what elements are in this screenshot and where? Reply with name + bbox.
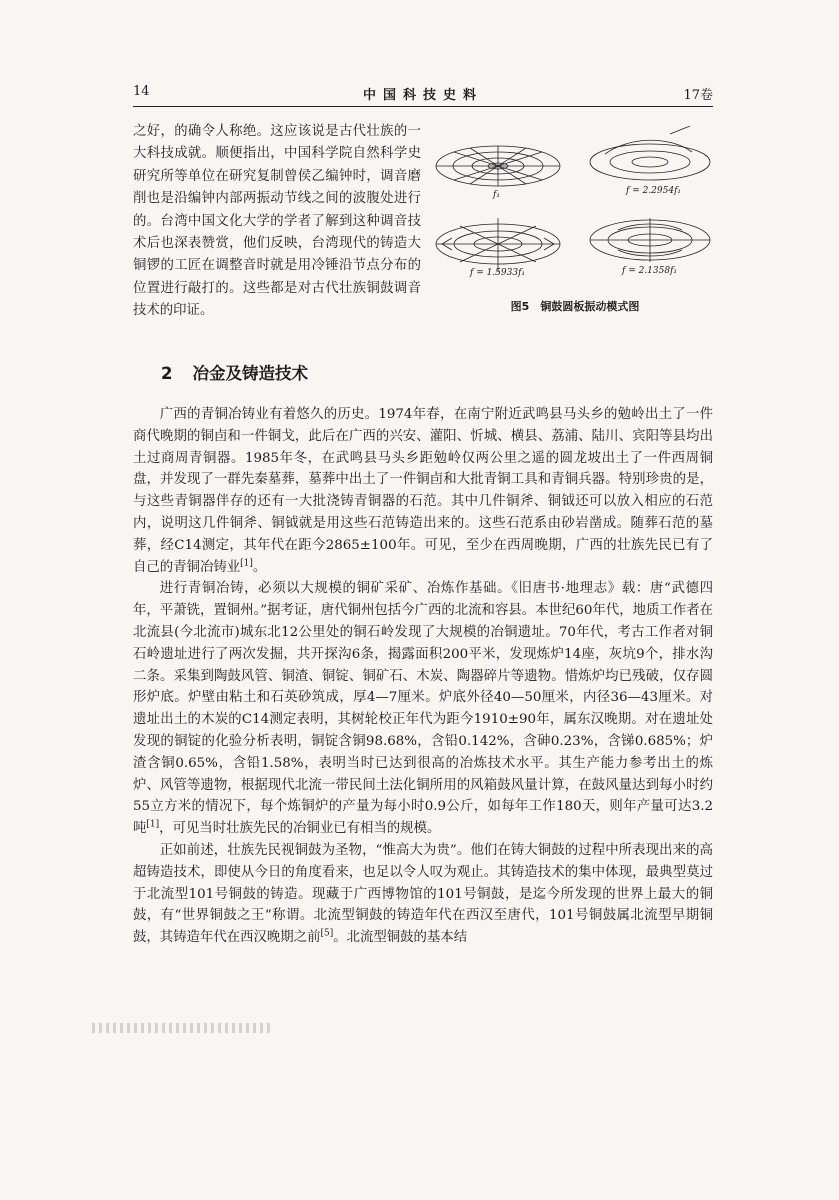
mode-label-4: f = 2.1358f₁ [622,266,678,276]
plate-mode-3 [436,218,560,272]
mode-label-3: f = 1.5933f₁ [470,268,526,278]
intro-paragraph: 之好，的确令人称绝。这应该说是古代壮族的一大科技成就。顺便指出，中国科学院自然科学史研究所等单位在研究复制曾侯乙编钟时，调音磨削也是沿编钟内部两振动节线之间的波腹处进行的。台湾中国文化大学的学者了解到这种调音技术后也深表赞赏，他们反映，台湾现代的铸造大铜锣的工匠在调整音时就是用冷锤沿节点分布的位置进行敲打的。这些都是对古代壮族铜鼓调音技术的印证。 [133,124,421,319]
mode-label-1: f₁ [493,190,500,200]
plate-mode-2 [590,126,710,180]
scan-artifact [92,1023,272,1033]
paragraph-2: 进行青铜冶铸，必须以大规模的铜矿采矿、冶炼作基础。《旧唐书·地理志》载：唐“武德四年，平萧铣，置铜州。”据考证，唐代铜州包括今广西的北流和容县。本世纪60年代，地质工作者在北流县(今北流市)城东北12公里处的铜石岭发现了大规模的冶铜遗址。70年代，考古工作者对铜石岭遗址进行了两次发掘，共开探沟6条，揭露面积200平米，发现炼炉14座，灰坑9个，排水沟二条。采集到陶鼓风管、铜渣、铜锭、铜矿石、木炭、陶器碎片等遗物。惜炼炉均已残破，仅存圆形炉底。炉壁由粘土和石英砂筑成，厚4—7厘米。炉底外径40—50厘米，内径36—43厘米。对遗址出土的木炭的C14测定表明，其树轮校正年代为距今1910±90年，属东汉晚期。对在遗址处发现的铜锭的化验分析表明，铜锭含铜98.68%，含铅0.142%，含砷0.23%，含锑0.685%；炉渣含铜0.65%，含铅1.58%，表明当时已达到很高的冶炼技术水平。其生产能力参考出土的炼炉、风管等遗物，根据现代北流一带民间土法化铜所用的风箱鼓风量计算，在鼓风量达到每小时约55立方米的情况下，每个炼铜炉的产量为每小时0.9公斤，如每年工作180天，则年产量可达3.2吨[1]，可见当时壮族先民的冶铜业已有相当的规模。 [133,581,713,837]
header-rule [133,106,713,107]
mode-label-2: f = 2.2954f₁ [626,186,682,196]
citation: [1] [240,558,253,569]
plate-mode-4 [590,218,710,262]
figure-5 [430,126,720,326]
body-text [133,404,713,949]
section-heading [161,360,308,384]
paragraph-1: 广西的青铜冶铸业有着悠久的历史。1974年春，在南宁附近武鸣县马头乡的勉岭出土了一件商代晚期的铜卣和一件铜戈，此后在广西的兴安、灌阳、忻城、横县、荔浦、陆川、宾阳等县均出土过商周青铜器。1985年冬，在武鸣县马头乡距勉岭仅两公里之遥的圆龙坡出土了一件西周铜盘，并发现了一群先秦墓葬，墓葬中出土了一件铜卣和大批青铜工具和青铜兵器。特别珍贵的是，与这些青铜器伴存的还有一大批浇铸青铜器的石范。其中几件铜斧、铜钺还可以放入相应的石范内，说明这几件铜斧、铜钺就是用这些石范铸造出来的。这些石范系由砂岩凿成。随葬石范的墓葬，经C14测定，其年代在距今2865±100年。可见，至少在西周晚期，广西的壮族先民已有了自己的青铜冶铸业[1]。 [133,407,713,575]
volume-label: 17卷 [683,88,713,103]
figure-caption: 图5 铜鼓圆板振动模式图 [510,300,640,313]
section-number: 2 [161,364,173,383]
running-header [133,84,713,106]
plate-mode-1 [436,146,560,186]
section-title-text: 冶金及铸造技术 [192,364,308,383]
vibration-mode-diagram [430,126,720,286]
paragraph-3: 正如前述，壮族先民视铜鼓为圣物，“惟高大为贵”。他们在铸大铜鼓的过程中所表现出来的高超铸造技术，即使从今日的角度看来，也足以令人叹为观止。其铸造技术的集中体现，最典型莫过于北流型101号铜鼓的铸造。现藏于广西博物馆的101号铜鼓，是迄今所发现的世界上最大的铜鼓，有“世界铜鼓之王”称谓。北流型铜鼓的铸造年代在西汉至唐代，101号铜鼓属北流型早期铜鼓，其铸造年代在西汉晚期之前[5]。北流型铜鼓的基本结 [133,842,713,946]
page-number: 14 [133,84,150,99]
citation: [5] [320,928,334,939]
journal-title: 中国科技史料 [362,88,483,103]
citation: [1] [146,819,160,830]
